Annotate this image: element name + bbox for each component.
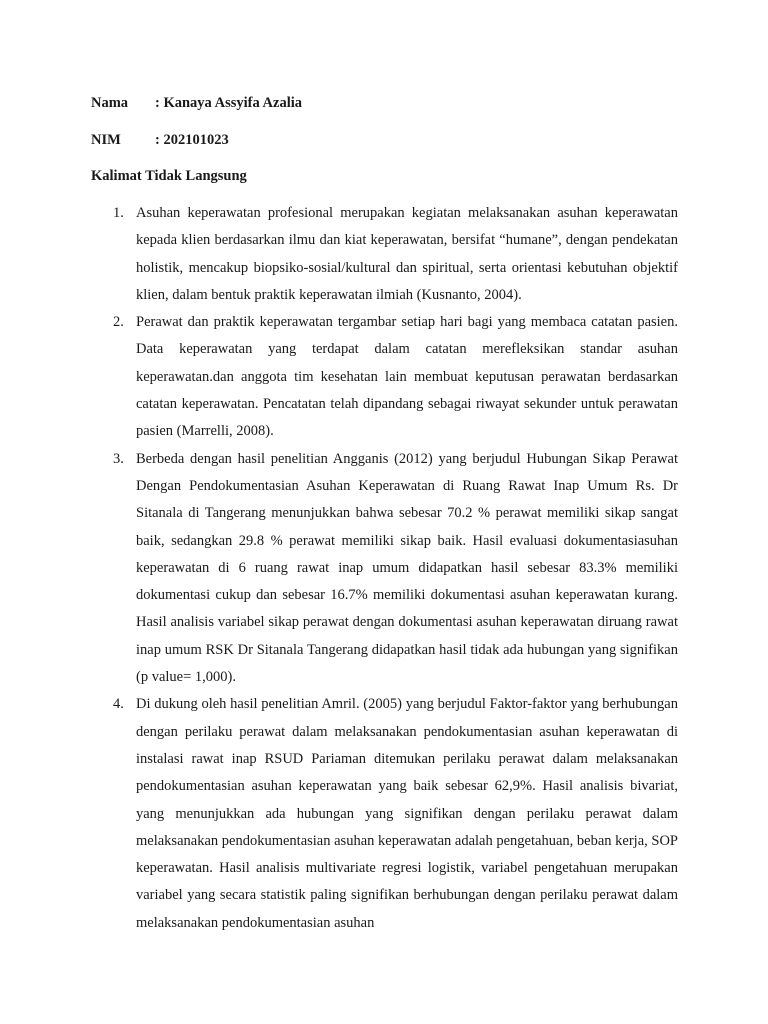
list-item: [0, 309, 678, 445]
list-item-number: 2.: [113, 314, 124, 331]
list-item: [0, 691, 678, 937]
numbered-list: [0, 200, 768, 937]
nim-label: NIM: [91, 132, 121, 148]
list-item-text: Berbeda dengan hasil penelitian Angganis (2012) yang berjudul Hubungan Sikap Perawat Dengan Pendokumentasian Asuhan Keperawatan di Ruang Rawat Inap Umum Rs. Dr Sitanala di Tangerang menunjukkan bahwa sebesar 70.2 % perawat memiliki sikap sangat baik, sedangkan 29.8 % perawat memiliki sikap baik. Hasil evaluasi dokumentasiasuhan keperawatan di 6 ruang rawat inap umum didapatkan hasil sebesar 83.3% memiliki dokumentasi cukup dan sebesar 16.7% memiliki dokumentasi asuhan keperawatan kurang. Hasil analisis variabel sikap perawat dengan dokumentasi asuhan keperawatan diruang rawat inap umum RSK Dr Sitanala Tangerang didapatkan hasil tidak ada hubungan yang signifikan (p value= 1,000).: [136, 450, 678, 686]
list-item-text: Asuhan keperawatan profesional merupakan kegiatan melaksanakan asuhan keperawatan kepada klien berdasarkan ilmu dan kiat keperawatan, bersifat “humane”, dengan pendekatan holistik, mencakup biopsiko-sosial/kultural dan spiritual, serta orientasi kebutuhan objektif klien, dalam bentuk praktik keperawatan ilmiah (Kusnanto, 2004).: [136, 205, 678, 303]
student-name-row: [91, 94, 302, 112]
list-item: [0, 446, 678, 692]
list-item-number: 1.: [113, 205, 124, 221]
name-value: : Kanaya Assyifa Azalia: [155, 95, 303, 111]
list-item: [0, 200, 678, 309]
name-label: Nama: [91, 95, 129, 111]
list-item-number: 4.: [113, 696, 124, 713]
section-title: Kalimat Tidak Langsung: [91, 168, 247, 184]
list-item-number: 3.: [113, 450, 124, 467]
list-item-text: Di dukung oleh hasil penelitian Amril. (2005) yang berjudul Faktor-faktor yang berhubungan dengan perilaku perawat dalam melaksanakan pendokumentasian asuhan keperawatan di instalasi rawat inap RSUD Pariaman ditemukan perilaku perawat dalam melaksanakan pendokumentasian asuhan keperawatan yang baik sebesar 62,9%. Hasil analisis bivariat, yang menunjukkan ada hubungan yang signifikan dengan perilaku perawat dalam melaksanakan pendokumentasian asuhan keperawatan adalah pengetahuan, beban kerja, SOP keperawatan. Hasil analisis multivariate regresi logistik, variabel pengetahuan merupakan variabel yang secara statistik paling signifikan berhubungan dengan perilaku perawat dalam melaksanakan pendokumentasian asuhan: [136, 696, 678, 931]
student-id-row: [91, 131, 229, 149]
nim-value: : 202101023: [155, 132, 229, 148]
list-item-text: Perawat dan praktik keperawatan tergambar setiap hari bagi yang membaca catatan pasien. Data keperawatan yang terdapat dalam catatan merefleksikan standar asuhan keperawatan.dan anggota tim kesehatan lain membuat keputusan perawatan berdasarkan catatan keperawatan. Pencatatan telah dipandang sebagai riwayat sekunder untuk perawatan pasien (Marrelli, 2008).: [136, 314, 678, 440]
